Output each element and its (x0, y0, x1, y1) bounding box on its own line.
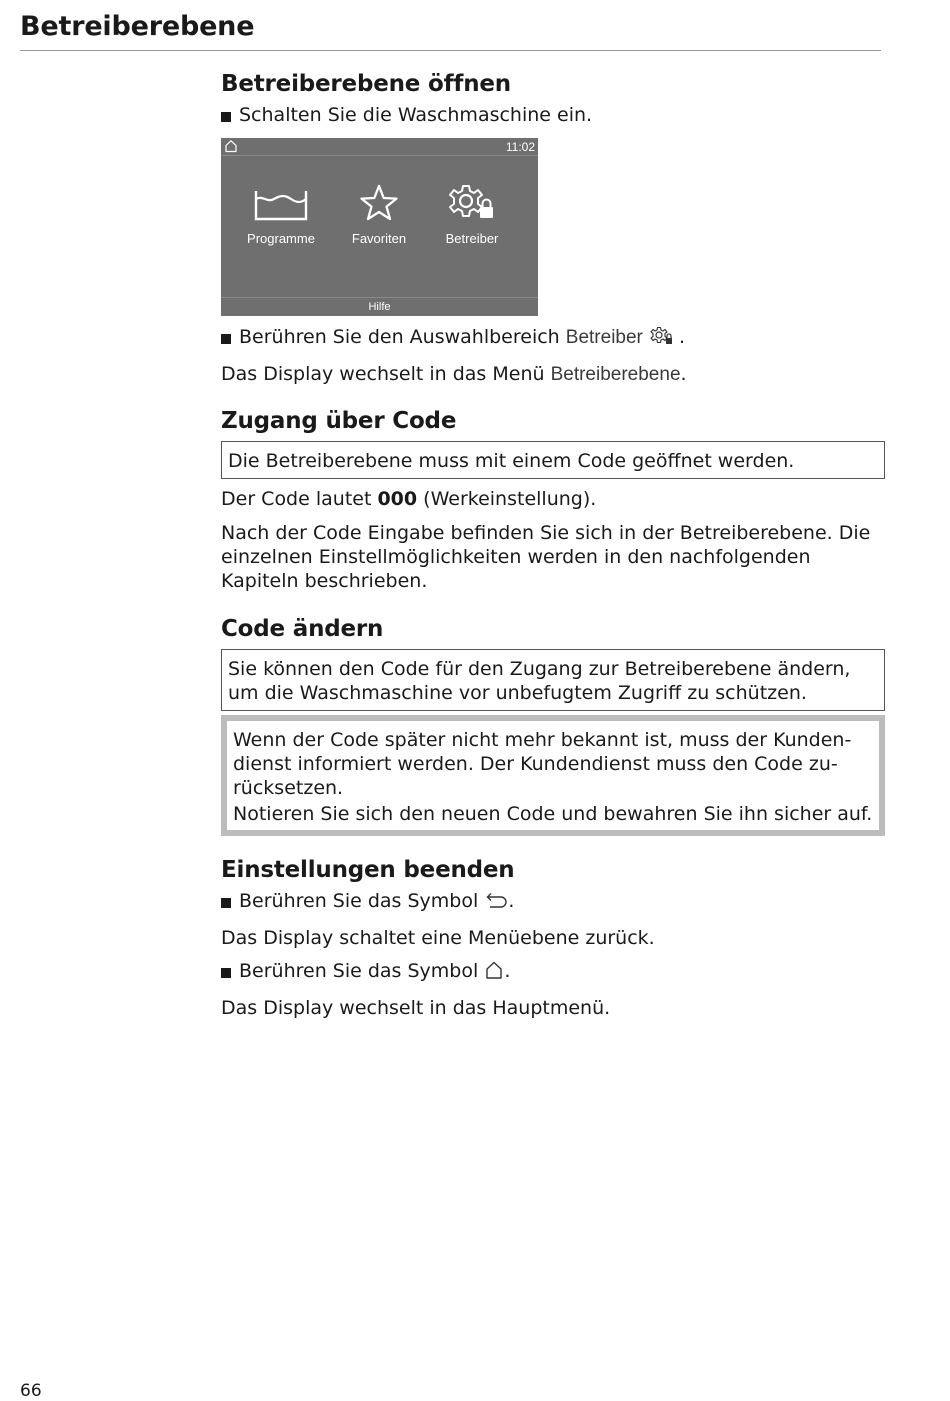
warning-box (221, 715, 885, 836)
display-topbar (221, 138, 538, 156)
code-line (221, 487, 885, 511)
step-home (221, 958, 885, 987)
page-title: Betreiberebene (20, 11, 255, 42)
tile-betreiber[interactable] (427, 183, 517, 247)
content (221, 68, 885, 1020)
step-text: Schalten Sie die Waschmaschine ein. (239, 104, 593, 126)
heading-open: Betreiberebene öffnen (221, 71, 511, 97)
ui-label-betreiber: Betreiber (565, 327, 643, 348)
code-after: Nach der Code Eingabe befinden Sie sich in der Betreiberebene. Die einzelnen Einstellmöglichkeiten werden in den nachfolgenden Kapiteln beschrieben. (221, 522, 871, 592)
result-home: Das Display wechselt in das Hauptmenü. (221, 997, 611, 1019)
step-suffix: . (508, 890, 515, 912)
step-back (221, 888, 885, 917)
display-time: 11:02 (505, 140, 535, 154)
result-back: Das Display schaltet eine Menüebene zurück. (221, 927, 655, 949)
display-help-bar[interactable] (221, 297, 538, 316)
home-icon[interactable] (224, 139, 238, 158)
tile-label: Programme (247, 231, 315, 246)
device-display (221, 138, 538, 316)
info-box-change: Sie können den Code für den Zugang zur Betreiberebene ändern, um die Waschmaschine vor unbefugtem Zugriff zu schützen. (221, 649, 885, 711)
bullet-square (221, 112, 231, 122)
ui-label-betreiberebene: Betreiberebene (550, 364, 681, 385)
help-label: Hilfe (368, 301, 391, 313)
bullet-square (221, 334, 231, 344)
info-box-code: Die Betreiberebene muss mit einem Code geöffnet werden. (221, 441, 885, 479)
tile-programme[interactable] (236, 183, 326, 247)
heading-exit: Einstellungen beenden (221, 857, 515, 883)
tile-label: Favoriten (351, 231, 407, 246)
result-text: Das Display wechselt in das Menü (221, 363, 545, 385)
result-open (221, 362, 885, 387)
warning-text: Wenn der Code später nicht mehr bekannt ist, muss der Kundendienst informiert werden. Der Kundendienst muss den Code zurücksetzen. (233, 729, 852, 799)
step-text: Berühren Sie das Symbol (239, 960, 479, 982)
gear-lock-icon (649, 326, 679, 353)
home-icon (484, 960, 504, 987)
code-suffix: (Werkeinstellung). (423, 488, 597, 510)
code-value: 000 (377, 488, 418, 510)
gear-lock-icon (427, 183, 517, 223)
star-icon (334, 183, 424, 223)
step-touch-betreiber (221, 324, 885, 353)
bullet-square (221, 898, 231, 908)
heading-change: Code ändern (221, 616, 384, 642)
step-suffix: . (678, 326, 685, 348)
result-suffix: . (680, 363, 687, 385)
code-prefix: Der Code lautet (221, 488, 372, 510)
tile-label: Betreiber (445, 231, 499, 246)
back-arrow-icon (484, 891, 508, 917)
tile-favoriten[interactable] (334, 183, 424, 247)
page-header (20, 8, 881, 51)
page-number: 66 (20, 1381, 42, 1401)
bullet-square (221, 968, 231, 978)
heading-code: Zugang über Code (221, 408, 457, 434)
wash-tub-icon (236, 183, 326, 223)
step-text: Berühren Sie das Symbol (239, 890, 479, 912)
step-text: Berühren Sie den Auswahlbereich (239, 326, 560, 348)
warning-note: Notieren Sie sich den neuen Code und bewahren Sie ihn sicher auf. (233, 803, 873, 825)
step-suffix: . (504, 960, 511, 982)
step-switch-on (221, 102, 885, 128)
